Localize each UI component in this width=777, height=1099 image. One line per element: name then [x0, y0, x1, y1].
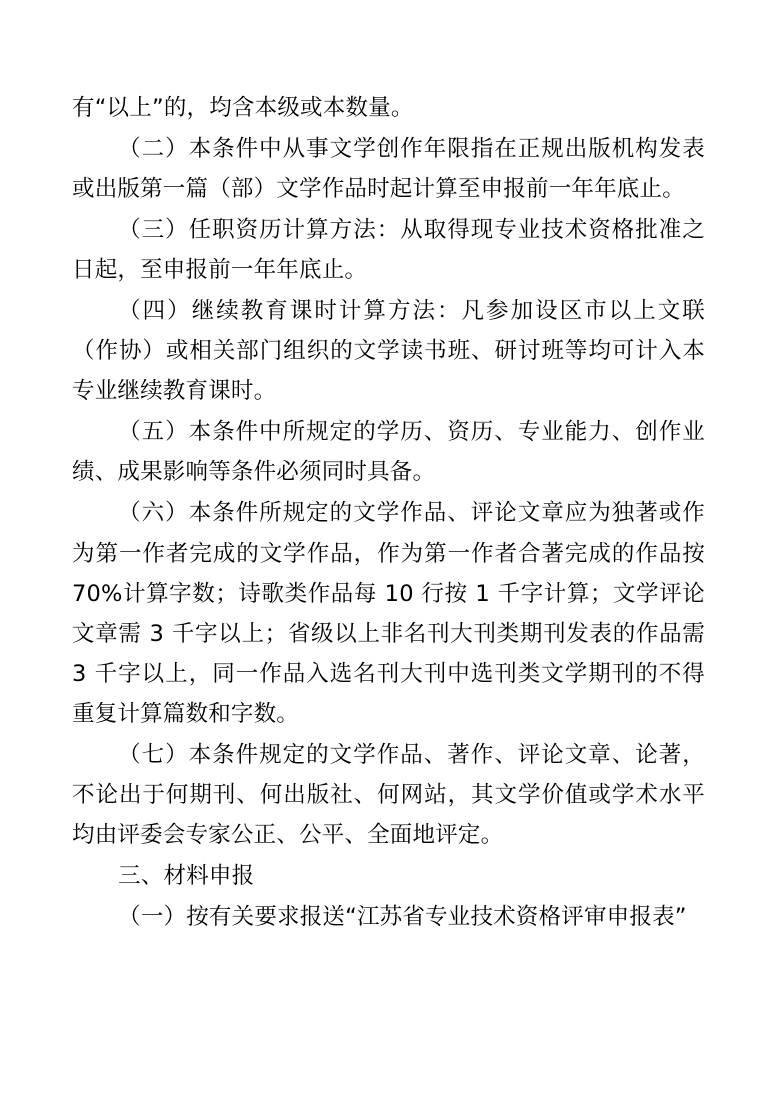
paragraph-4: （四）继续教育课时计算方法：凡参加设区市以上文联（作协）或相关部门组织的文学读书班、研讨班等均可计入本专业继续教育课时。 — [72, 298, 705, 405]
paragraph-5: （五）本条件中所规定的学历、资历、专业能力、创作业绩、成果影响等条件必须同时具备。 — [72, 419, 705, 486]
paragraph-6: （六）本条件所规定的文学作品、评论文章应为独著或作为第一作者完成的文学作品，作为第一作者合著完成的作品按 70%计算字数；诗歌类作品每 10 行按 1 千字计算；文学评论文章需 3 千字以上；省级以上非名刊大刊类期刊发表的作品需 3 千字以上，同一作品入选名刊大刊中选刊类文学期刊的不得重复计算篇数和字数。 — [72, 500, 713, 727]
document-body — [72, 88, 713, 937]
paragraph-1: 有“以上”的，均含本级或本数量。 — [72, 95, 414, 121]
paragraph-7: （七）本条件规定的文学作品、著作、评论文章、论著，不论出于何期刊、何出版社、何网站，其文学价值或学术水平均由评委会专家公正、公平、全面地评定。 — [72, 741, 705, 848]
paragraph-2: （二）本条件中从事文学创作年限指在正规出版机构发表或出版第一篇（部）文学作品时起计算至申报前一年年底止。 — [72, 136, 705, 203]
paragraph-3: （三）任职资历计算方法：从取得现专业技术资格批准之日起，至申报前一年年底止。 — [72, 217, 705, 284]
paragraph-9: （一）按有关要求报送“江苏省专业技术资格评审申报表” — [118, 903, 687, 930]
section-heading-material-declaration: 三、材料申报 — [118, 862, 255, 889]
